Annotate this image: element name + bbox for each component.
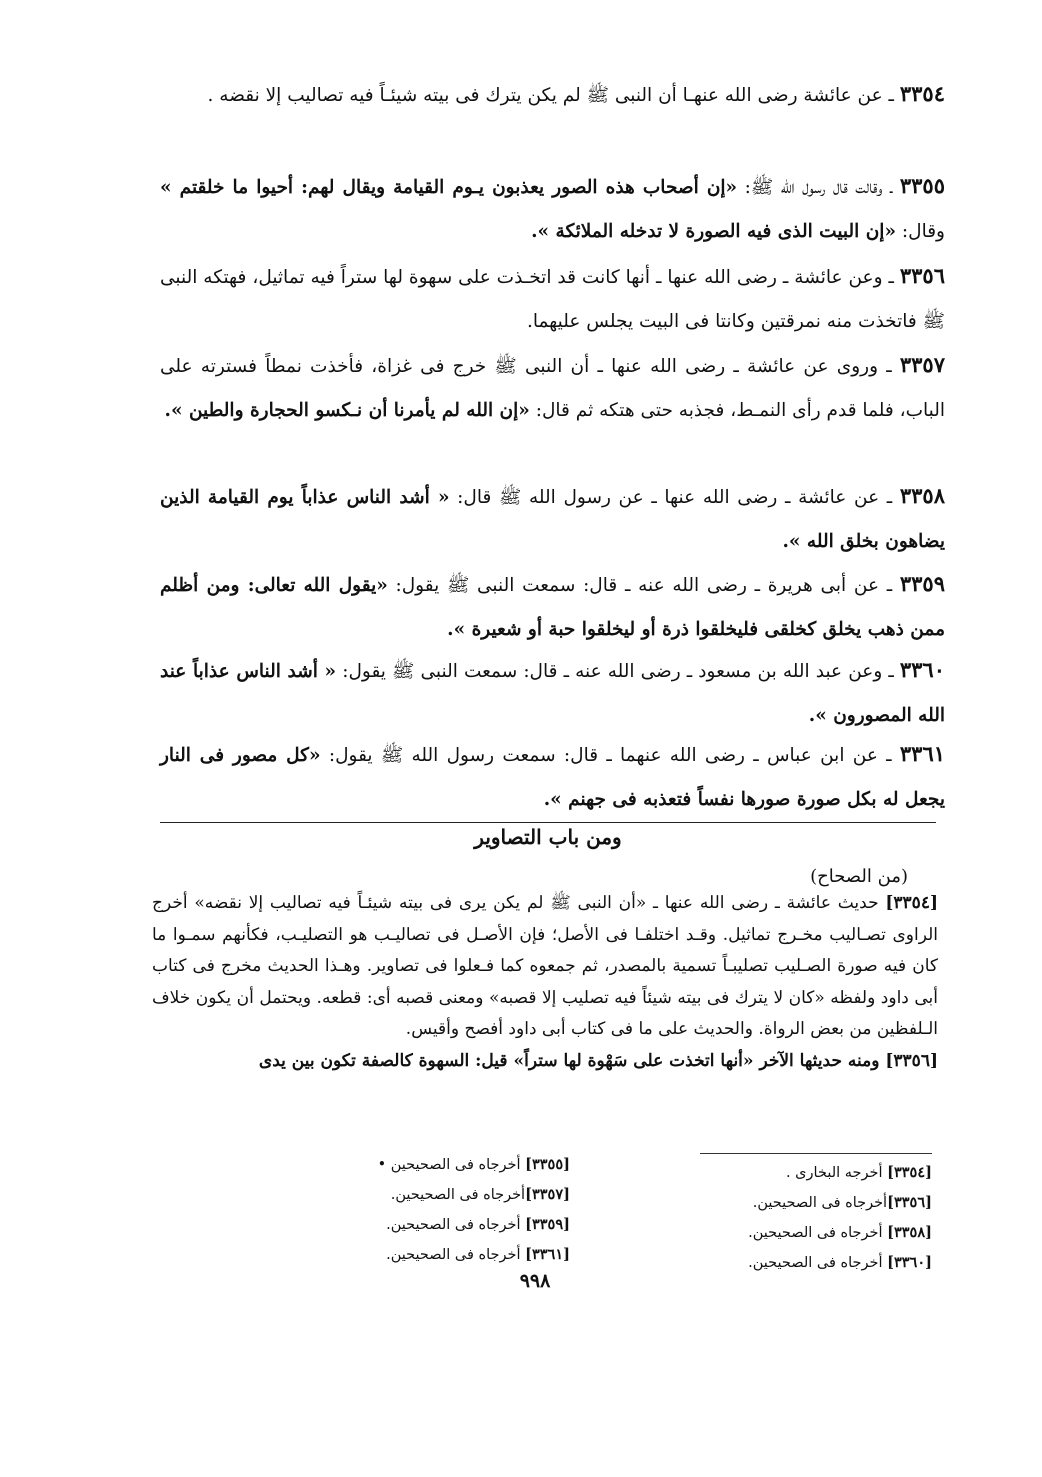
hadith-number: ٣٣٥٤ (899, 81, 945, 106)
hadith-number: ٣٣٦٠ (899, 657, 945, 682)
commentary-ref: [٣٣٥٤] (885, 893, 938, 913)
hadith-text: وعن عبد الله بن مسعود ـ رضى الله عنه ـ قال: سمعت النبى ﷺ يقول: (336, 661, 883, 682)
hadith-text: وروى عن عائشة ـ رضى الله عنها ـ أن النبى ﷺ خرج فى غزاة، فأخذت نمطاً فسترته على الباب، فلما قدم رأى النمـط، فجذبه حتى هتكه ثم قال: (160, 356, 945, 421)
hadith-number: ٣٣٥٦ (899, 263, 945, 288)
footnote-ref: [٣٣٥٩] (525, 1216, 570, 1233)
hadith-3361: ٣٣٦١ ـ عن ابن عباس ـ رضى الله عنهما ـ قال: سمعت رسول الله ﷺ يقول: «كل مصور فى النار يجعل له بكل صورة صورها نفساً فتعذبه فى جهنم ». (160, 741, 946, 810)
hadith-text-continued: وقال: (896, 221, 945, 242)
commentary-paragraph (152, 888, 938, 1046)
hadith-quote: «إن الله لم يأمرنا أن نـكسو الحجارة والطين ». (164, 400, 530, 421)
footnote-text: أخرجاه فى الصحيحين • (377, 1157, 526, 1173)
footnote (680, 1218, 932, 1248)
page-number: ٩٩٨ (519, 1270, 551, 1292)
hadith-text: وقالت قال رسول الله ﷺ: (737, 177, 883, 198)
footnote-separator (700, 1153, 932, 1154)
hadith-quote: «إن أصحاب هذه الصور يعذبون يـوم القيامة ويقال لهم: أحيوا ما خلقتم » (160, 177, 738, 198)
hadith-text: عن عائشة ـ رضى الله عنها ـ عن رسول الله ﷺ قال: (449, 487, 880, 508)
footnote-ref: [٣٣٥٧] (525, 1186, 570, 1203)
hadith-quote: «كل مصور فى النار يجعل له بكل صورة صورها نفساً فتعذبه فى جهنم ». (160, 745, 945, 810)
commentary-paragraph (152, 1046, 938, 1078)
hadith-quote: « أشد الناس عذاباً يوم القيامة الذين يضاهون بخلق الله ». (160, 487, 945, 552)
footnote (680, 1248, 932, 1278)
footnote (355, 1210, 570, 1240)
footnote-text: أخرجاه فى الصحيحين. (386, 1247, 526, 1263)
footnote-ref: [٣٣٥٨] (887, 1224, 932, 1241)
hadith-number: ٣٣٥٥ (899, 173, 945, 198)
hadith-3354: ٣٣٥٤ ـ عن عائشة رضى الله عنهـا أن النبى ﷺ لم يكن يترك فى بيته شيئـاً فيه تصاليب إلا نقضه . (207, 81, 945, 106)
hadith-number: ٣٣٥٨ (899, 483, 945, 508)
hadith-3357: ٣٣٥٧ ـ وروى عن عائشة ـ رضى الله عنها ـ أن النبى ﷺ خرج فى غزاة، فأخذت نمطاً فسترته على الباب، فلما قدم رأى النمـط، فجذبه حتى هتكه ثم قال: «إن الله لم يأمرنا أن نـكسو الحجارة والطين ». (160, 352, 945, 421)
footnote-text: أخرجاه فى الصحيحين. (748, 1255, 888, 1271)
hadith-text: عن عائشة رضى الله عنهـا أن النبى ﷺ لم يكن يترك فى بيته شيئـاً فيه تصاليب إلا نقضه . (207, 85, 883, 106)
footnote (680, 1158, 932, 1188)
source-label: (من الصحاح) (810, 866, 908, 887)
hadith-3355: ٣٣٥٥ ـ وقالت قال رسول الله ﷺ: «إن أصحاب هذه الصور يعذبون يـوم القيامة ويقال لهم: أحيوا ما خلقتم » وقال: «إن البيت الذى فيه الصورة لا تدخله الملائكة ». (160, 173, 945, 242)
commentary (152, 888, 938, 1077)
hadith-3356: ٣٣٥٦ ـ وعن عائشة ـ رضى الله عنها ـ أنها كانت قد اتخـذت على سهوة لها ستراً فيه تماثيل، فهتكه النبى ﷺ فاتخذت منه نمرقتين وكانتا فى البيت يجلس عليهما. (160, 263, 945, 332)
footnotes-right-column (680, 1158, 932, 1278)
hadith-3359: ٣٣٥٩ ـ عن أبى هريرة ـ رضى الله عنه ـ قال: سمعت النبى ﷺ يقول: «يقول الله تعالى: ومن أظلم ممن ذهب يخلق كخلقى فليخلقوا ذرة أو ليخلقوا حبة أو شعيرة ». (160, 571, 945, 640)
hadith-quote-second: «إن البيت الذى فيه الصورة لا تدخله الملائكة ». (531, 221, 897, 242)
footnote (355, 1180, 570, 1210)
hadith-3358: ٣٣٥٨ ـ عن عائشة ـ رضى الله عنها ـ عن رسول الله ﷺ قال: « أشد الناس عذاباً يوم القيامة الذين يضاهون بخلق الله ». (160, 483, 945, 552)
hadith-number: ٣٣٦١ (899, 741, 946, 766)
hadith-number: ٣٣٥٧ (899, 352, 945, 377)
hadith-text: وعن عائشة ـ رضى الله عنها ـ أنها كانت قد اتخـذت على سهوة لها ستراً فيه تماثيل، فهتكه النبى ﷺ فاتخذت منه نمرقتين وكانتا فى البيت يجلس عليهما. (160, 267, 945, 332)
footnotes-left-column (355, 1150, 570, 1270)
hadith-quote: « أشد الناس عذاباً عند الله المصورون ». (160, 661, 945, 726)
commentary-text: حديث عائشة ـ رضى الله عنها ـ «أن النبى ﷺ لم يكن يرى فى بيته شيئـاً فيه تصاليب إلا نقضه» أخرج الراوى تصـاليب مخـرج تماثيل. وقـد اختلفـا فى الأصل؛ فإن الأصـل فى تصاليـب هو التصليـب، فكأنهم سمـوا ما كان فيه صورة الصـليب تصليبـاً تسمية بالمصدر، ثم جمعوه كما فـعلوا فى تصاوير. وهـذا الحديث مخرج فى كتاب أبى داود ولفظه «كان لا يترك فى بيته شيئاً فيه تصليب إلا قصبه» ومعنى قصبه أى: قطعه. ويحتمل أن يكون خلاف الـلفظين من بعض الرواة. والحديث على ما فى كتاب أبى داود أفصح وأقيس. (152, 893, 938, 1039)
commentary-ref: [٣٣٥٦] (885, 1050, 938, 1071)
footnote (680, 1188, 932, 1218)
hadith-text: عن ابن عباس ـ رضى الله عنهما ـ قال: سمعت رسول الله ﷺ يقول: (320, 745, 878, 766)
footnote (355, 1150, 570, 1180)
hadith-number: ٣٣٥٩ (899, 571, 945, 596)
footnote-text: أخرجاه فى الصحيحين. (390, 1187, 526, 1203)
footnote-ref: [٣٣٥٤] (887, 1164, 932, 1181)
commentary-text: ومنه حديثها الآخر «أنها اتخذت على سَهْوة لها ستراً» قيل: السهوة كالصفة تكون بين يدى (258, 1050, 886, 1071)
footnote-ref: [٣٣٥٦] (887, 1194, 932, 1211)
hadith-quote: «يقول الله تعالى: ومن أظلم ممن ذهب يخلق كخلقى فليخلقوا ذرة أو ليخلقوا حبة أو شعيرة ». (160, 575, 945, 640)
footnote-ref: [٣٣٦١] (525, 1246, 570, 1263)
footnote-text: أخرجاه فى الصحيحين. (748, 1225, 888, 1241)
section-title: ومن باب التصاوير (474, 825, 622, 849)
footnote-ref: [٣٣٦٠] (887, 1254, 932, 1271)
hadith-text: عن أبى هريرة ـ رضى الله عنه ـ قال: سمعت النبى ﷺ يقول: (387, 575, 880, 596)
footnote-ref: [٣٣٥٥] (525, 1156, 570, 1173)
footnote-text: أخرجاه فى الصحيحين. (386, 1217, 526, 1233)
footnote-text: أخرجه البخارى . (785, 1165, 888, 1181)
footnote-text: أخرجاه فى الصحيحين. (752, 1195, 888, 1211)
hadith-3360: ٣٣٦٠ ـ وعن عبد الله بن مسعود ـ رضى الله عنه ـ قال: سمعت النبى ﷺ يقول: « أشد الناس عذاباً عند الله المصورون ». (160, 657, 945, 726)
